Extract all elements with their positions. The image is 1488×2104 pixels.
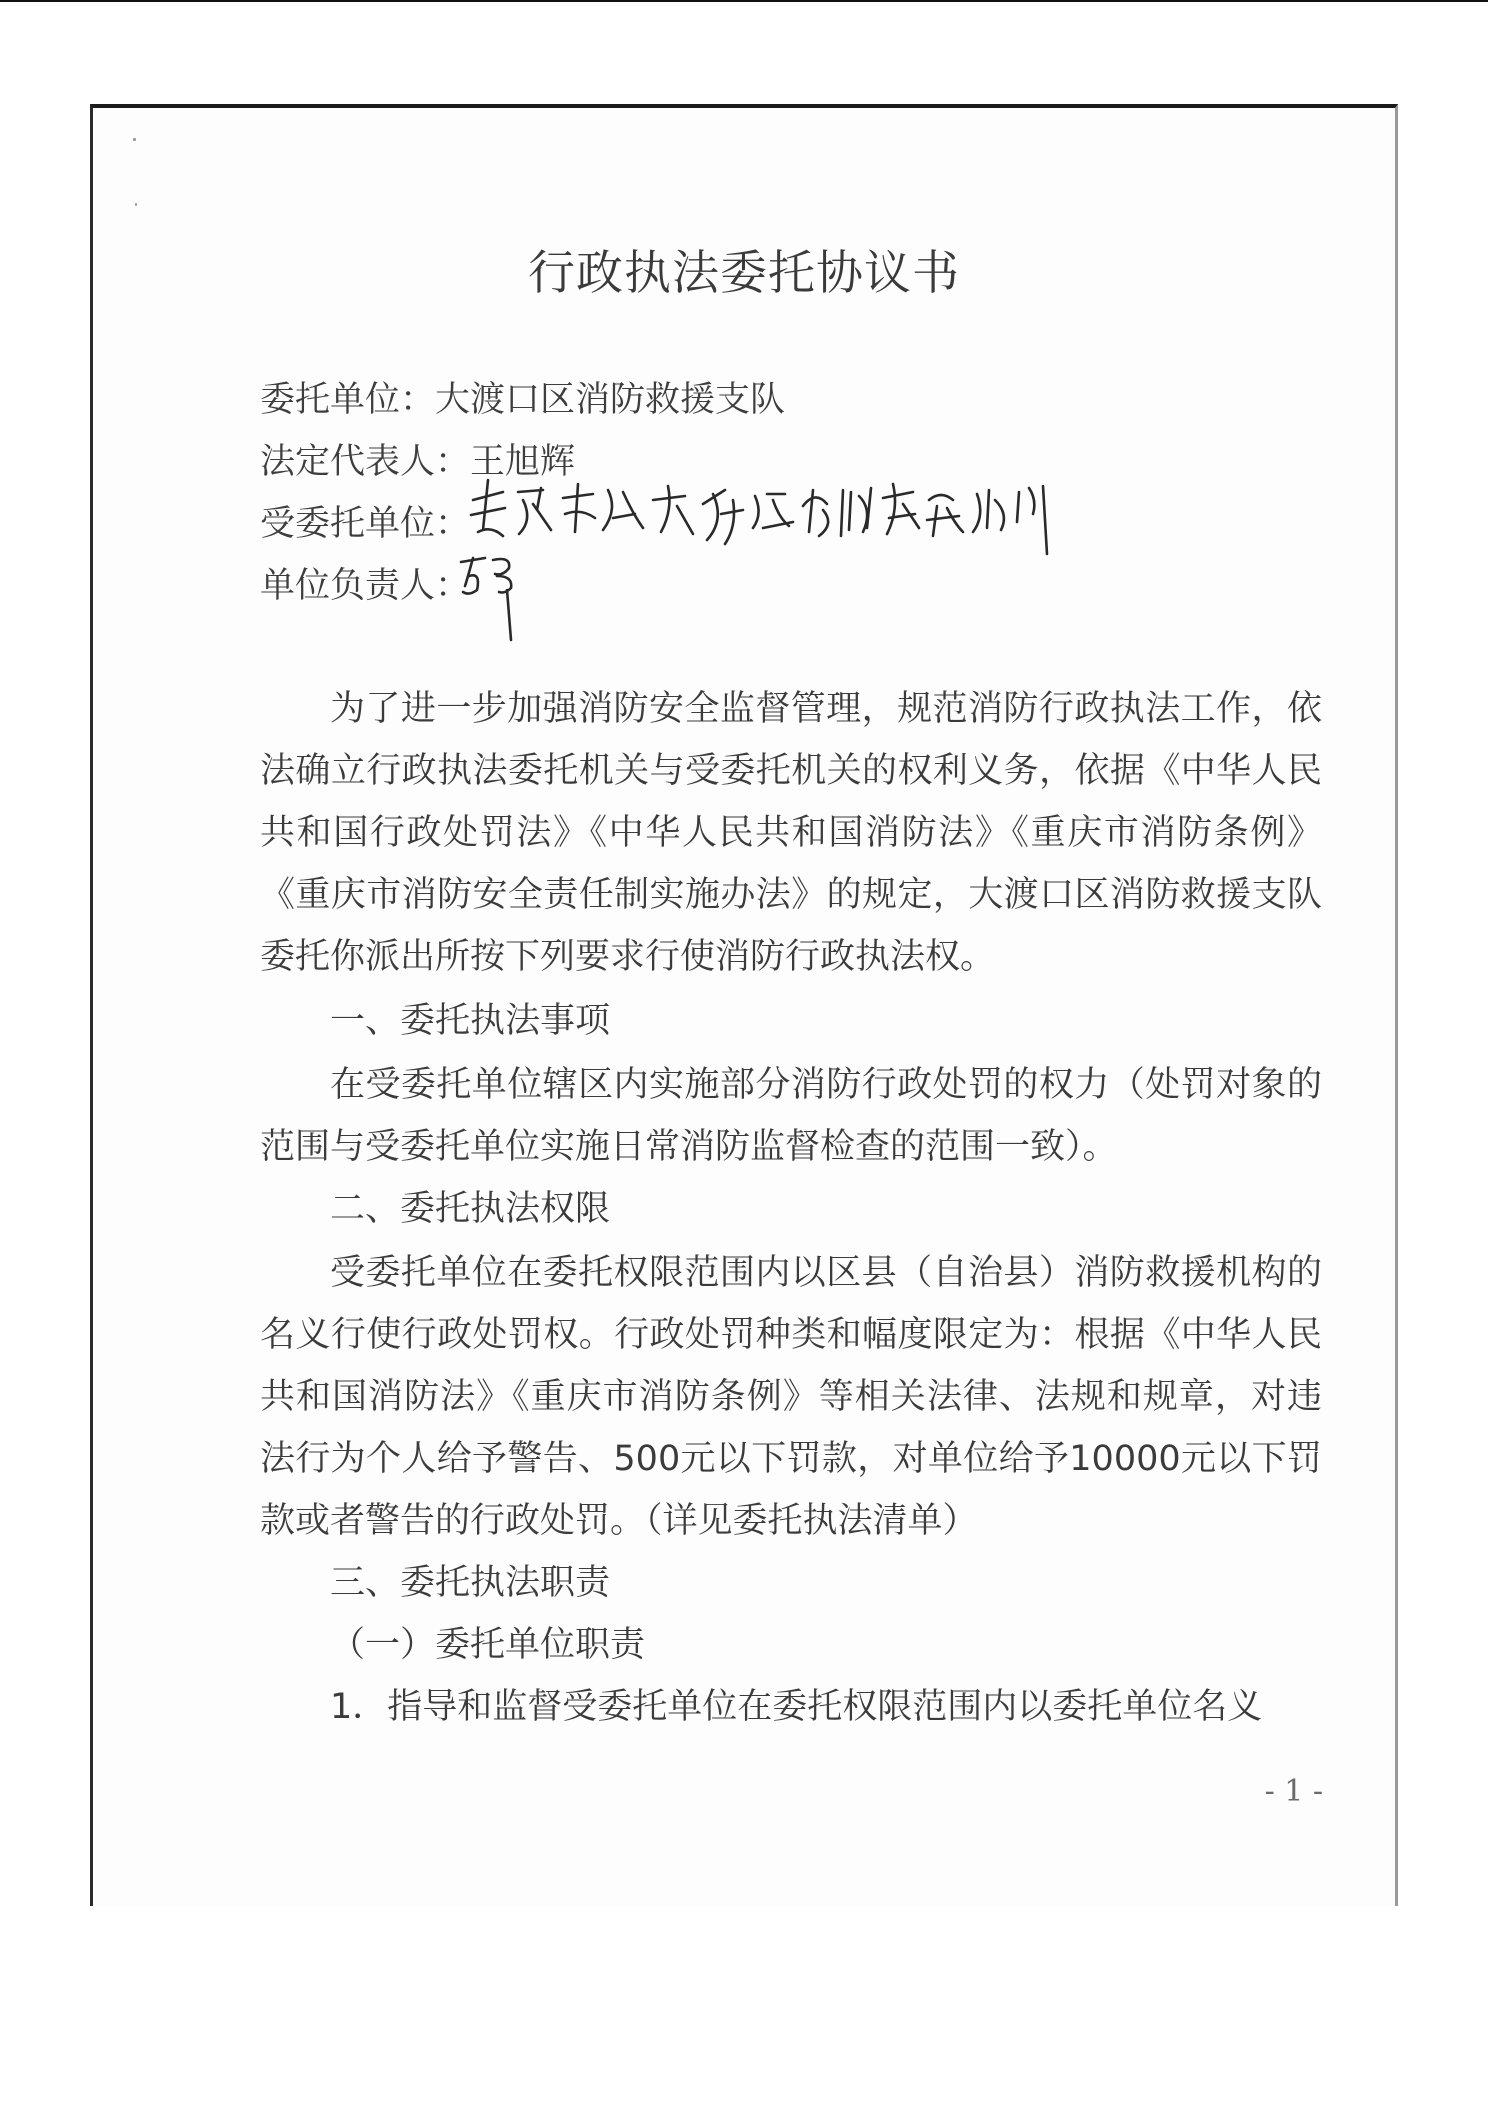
- entrusting-unit-value: 大渡口区消防救援支队: [435, 380, 786, 420]
- intro-paragraph: 为了进一步加强消防安全监督管理，规范消防行政执法工作，依法确立行政执法委托机关与受委托机关的权利义务，依据《中华人民共和国行政处罚法》《中华人民共和国消防法》《重庆市消防条例》《重庆市消防安全责任制实施办法》的规定，大渡口区消防救援支队委托你派出所按下列要求行使消防行政执法权。: [260, 689, 1322, 977]
- responsible-person-label: 单位负责人：: [260, 566, 471, 606]
- section-1-body: 在受委托单位辖区内实施部分消防行政处罚的权力（处罚对象的范围与受委托单位实施日常消防监督检查的范围一致）。: [260, 1065, 1322, 1167]
- entrusted-unit-handwriting: [463, 470, 1123, 560]
- responsible-person-line: [260, 558, 470, 608]
- entrusting-unit-line: [260, 372, 785, 422]
- document-page: [90, 104, 1398, 1906]
- legal-rep-value: 王旭辉: [470, 442, 576, 482]
- legal-rep-label: 法定代表人：: [260, 442, 471, 482]
- section-2-title: 二、委托执法权限: [330, 1189, 611, 1229]
- page-number: - 1 -: [1264, 1774, 1323, 1809]
- section-3-subtitle-1: （一）委托单位职责: [330, 1625, 646, 1665]
- entrusted-unit-label: 受委托单位：: [260, 504, 471, 544]
- document-title: 行政执法委托协议书: [528, 246, 960, 301]
- section-1-title: 一、委托执法事项: [330, 1001, 611, 1041]
- section-3-title: 三、委托执法职责: [330, 1563, 611, 1603]
- responsible-person-signature: [455, 546, 555, 646]
- entrusting-unit-label: 委托单位：: [260, 380, 436, 420]
- scan-speck: [135, 203, 137, 206]
- section-2-body: 受委托单位在委托权限范围内以区县（自治县）消防救援机构的名义行使行政处罚权。行政处罚种类和幅度限定为：根据《中华人民共和国消防法》《重庆市消防条例》等相关法律、法规和规章，对违法行为个人给予警告、500元以下罚款，对单位给予10000元以下罚款或者警告的行政处罚。（详见委托执法清单）: [260, 1253, 1322, 1541]
- scan-speck: [133, 138, 136, 141]
- scan-top-border: [0, 0, 1488, 2]
- entrusted-unit-line: [260, 496, 470, 546]
- section-3-item-1: 1．指导和监督受委托单位在委托权限范围内以委托单位名义: [330, 1687, 1263, 1727]
